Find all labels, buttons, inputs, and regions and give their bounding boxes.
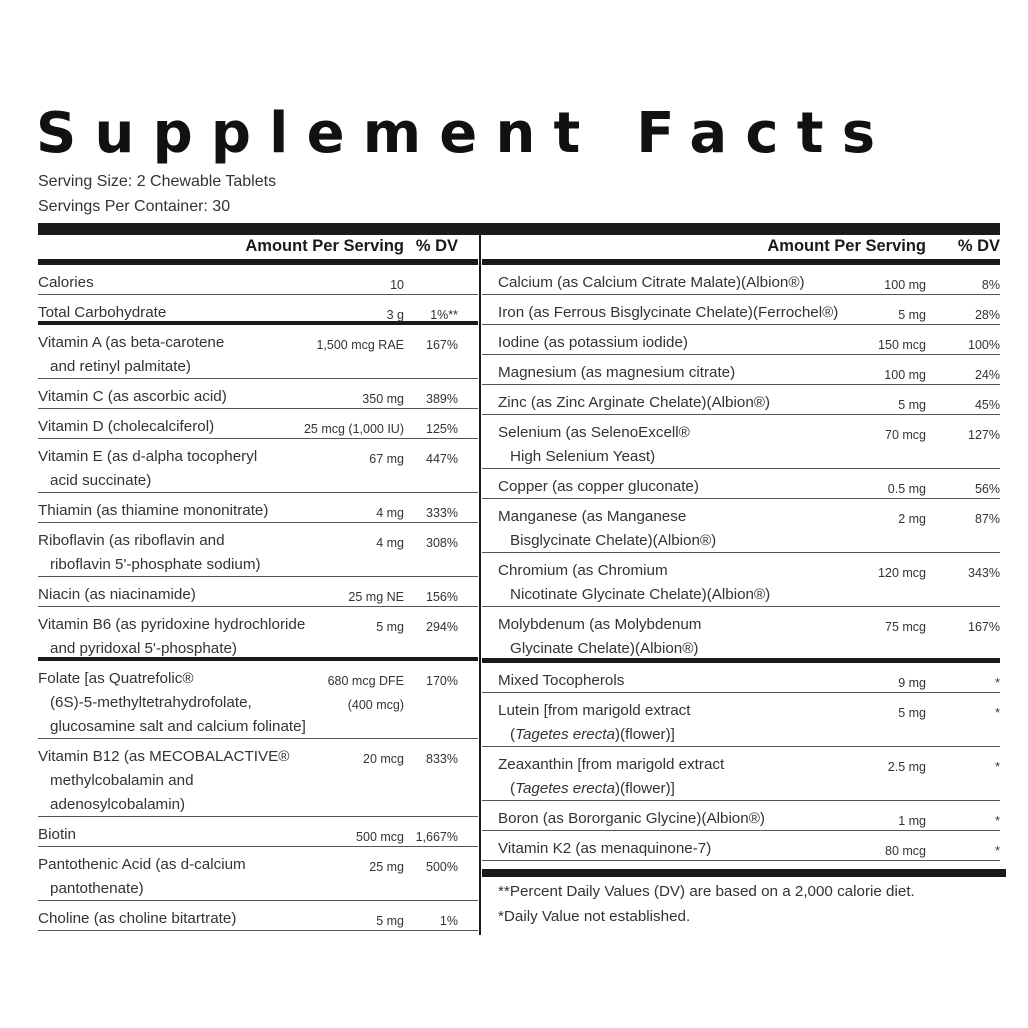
amount-value	[898, 672, 926, 694]
dv-value: 1%**	[430, 308, 458, 322]
nutrient-name-line: Glycinate Chelate)(Albion®)	[510, 640, 699, 657]
amount-line: 2.5 mg	[887, 760, 926, 774]
dv-value: 170%	[426, 674, 458, 688]
nutrient-name	[498, 421, 690, 469]
amount-value	[884, 274, 926, 296]
amount-value	[888, 478, 926, 500]
nutrient-name-line: Biotin	[38, 826, 76, 843]
amount-value	[356, 826, 404, 848]
nutrient-name	[38, 667, 306, 739]
table-row	[38, 817, 478, 847]
dv-value: 500%	[426, 860, 458, 874]
dv-value: 389%	[426, 392, 458, 406]
nutrient-name	[38, 583, 196, 607]
amount-line: 5 mg	[376, 914, 404, 928]
dv-value: *	[995, 706, 1000, 720]
amount-line: 4 mg	[376, 536, 404, 550]
table-row	[482, 355, 1000, 385]
amount-value	[898, 508, 926, 530]
table-row	[38, 439, 478, 493]
nutrient-name-line: Thiamin (as thiamine mononitrate)	[38, 502, 269, 519]
dv-value: 308%	[426, 536, 458, 550]
table-row	[482, 499, 1000, 553]
nutrient-name-line: Riboflavin (as riboflavin and	[38, 532, 225, 549]
dv-value: 1,667%	[415, 830, 458, 844]
servings-per-container: Servings Per Container: 30	[38, 198, 231, 215]
amount-value	[387, 304, 404, 326]
dv-value: 28%	[974, 308, 1000, 322]
table-row	[482, 831, 1000, 861]
amount-line: 25 mg NE	[348, 590, 404, 604]
table-row	[482, 385, 1000, 415]
dv-value: 294%	[426, 620, 458, 634]
amount-value	[376, 616, 404, 638]
amount-value	[884, 364, 926, 386]
table-row	[38, 325, 478, 379]
table-row	[482, 607, 1000, 663]
table-row	[482, 295, 1000, 325]
dv-header: % DV	[957, 237, 1000, 255]
nutrient-name	[38, 331, 224, 379]
nutrient-name-line: methylcobalamin and	[50, 772, 194, 789]
bottom-rule	[482, 869, 1006, 877]
table-row	[38, 661, 478, 739]
nutrient-name-line: (6S)-5-methyltetrahydrofolate,	[50, 694, 252, 711]
amount-value	[369, 448, 404, 470]
nutrient-name	[38, 271, 94, 295]
dv-value: 447%	[426, 452, 458, 466]
table-row	[482, 415, 1000, 469]
amount-value	[390, 274, 404, 296]
amount-value	[878, 562, 926, 584]
page-title: Supplement Facts	[36, 101, 894, 166]
right-header	[482, 235, 1000, 259]
dv-value: 156%	[426, 590, 458, 604]
amount-value	[304, 418, 404, 440]
amount-line: 5 mg	[898, 398, 926, 412]
nutrient-name-line: and retinyl palmitate)	[50, 358, 191, 375]
table-row	[38, 295, 478, 325]
nutrient-name	[38, 499, 268, 523]
nutrient-name-line: Zinc (as Zinc Arginate Chelate)(Albion®)	[498, 394, 771, 411]
nutrient-name	[38, 529, 261, 577]
nutrient-name	[498, 505, 716, 553]
nutrient-name	[38, 745, 289, 817]
nutrient-name-line: Vitamin E (as d-alpha tocopheryl	[38, 448, 258, 465]
amount-line: 25 mcg (1,000 IU)	[303, 422, 404, 436]
amount-value	[376, 532, 404, 554]
left-header	[38, 235, 478, 259]
nutrient-name-line: Bisglycinate Chelate)(Albion®)	[510, 532, 717, 549]
amount-line: 70 mcg	[885, 428, 926, 442]
nutrient-name-line: Vitamin C (as ascorbic acid)	[38, 388, 227, 405]
dv-value: 87%	[974, 512, 1000, 526]
nutrient-name-line: Molybdenum (as Molybdenum	[498, 616, 702, 633]
dv-value: 45%	[974, 398, 1000, 412]
nutrient-name-line: Manganese (as Manganese	[498, 508, 687, 525]
nutrient-name	[498, 475, 699, 499]
nutrient-name-line: High Selenium Yeast)	[510, 448, 656, 465]
nutrient-name	[498, 753, 724, 801]
nutrient-name	[498, 361, 735, 385]
nutrient-name	[498, 331, 688, 355]
dv-value: 127%	[968, 428, 1000, 442]
nutrient-name	[498, 271, 805, 295]
top-rule	[38, 223, 1000, 235]
amount-value	[376, 910, 404, 932]
amount-value	[328, 670, 404, 716]
dv-value: *	[995, 844, 1000, 858]
nutrient-name-line: Total Carbohydrate	[38, 304, 167, 321]
nutrient-name-line: Vitamin B6 (as pyridoxine hydrochloride	[38, 616, 306, 633]
left-column	[38, 235, 478, 931]
dv-value: 24%	[974, 368, 1000, 382]
amount-header: Amount Per Serving	[245, 237, 404, 255]
amount-value	[885, 424, 926, 446]
table-row	[482, 265, 1000, 295]
nutrient-name	[38, 301, 166, 325]
dv-value: 167%	[426, 338, 458, 352]
dv-value: *	[995, 760, 1000, 774]
dv-header: % DV	[415, 237, 458, 255]
amount-line: 0.5 mg	[887, 482, 926, 496]
dv-value: 833%	[426, 752, 458, 766]
dv-value: 333%	[426, 506, 458, 520]
nutrient-name-line: Vitamin B12 (as MECOBALACTIVE®	[38, 748, 290, 765]
amount-value	[348, 586, 404, 608]
amount-value	[898, 810, 926, 832]
table-row	[38, 493, 478, 523]
nutrient-name	[38, 907, 236, 931]
table-row	[38, 379, 478, 409]
nutrient-name-line: Mixed Tocopherols	[498, 672, 625, 689]
column-divider	[479, 235, 481, 935]
table-row	[482, 553, 1000, 607]
amount-value	[888, 756, 926, 778]
nutrient-name-line: Selenium (as SelenoExcell®	[498, 424, 690, 441]
table-row	[482, 469, 1000, 499]
nutrient-name-line: Copper (as copper gluconate)	[498, 478, 699, 495]
nutrient-name-line: Vitamin K2 (as menaquinone-7)	[498, 840, 712, 857]
nutrient-name-line: (Tagetes erecta)(flower)]	[510, 726, 675, 743]
amount-line: 20 mcg	[363, 752, 404, 766]
nutrient-name-line: Chromium (as Chromium	[498, 562, 668, 579]
amount-value	[316, 334, 404, 356]
nutrient-name-line: Lutein [from marigold extract	[498, 702, 691, 719]
dv-value: *	[995, 676, 1000, 690]
table-row	[38, 847, 478, 901]
table-row	[482, 801, 1000, 831]
table-row	[38, 577, 478, 607]
amount-value	[898, 394, 926, 416]
dv-value: 56%	[974, 482, 1000, 496]
nutrient-name-line: pantothenate)	[50, 880, 144, 897]
dv-value: 343%	[968, 566, 1000, 580]
amount-line: 3 g	[386, 308, 404, 322]
amount-value	[885, 616, 926, 638]
nutrient-name-line: glucosamine salt and calcium folinate]	[50, 718, 306, 735]
amount-line: 25 mg	[369, 860, 404, 874]
nutrient-name	[38, 415, 214, 439]
table-row	[38, 739, 478, 817]
nutrient-name-line: Magnesium (as magnesium citrate)	[498, 364, 736, 381]
nutrient-name-line: Vitamin A (as beta-carotene	[38, 334, 225, 351]
amount-line: 2 mg	[898, 512, 926, 526]
nutrient-name-line: Calories	[38, 274, 94, 291]
nutrient-name	[498, 613, 701, 661]
nutrient-name-line: Nicotinate Glycinate Chelate)(Albion®)	[510, 586, 771, 603]
amount-line: 100 mg	[884, 278, 926, 292]
amount-line: 80 mcg	[885, 844, 926, 858]
amount-line: 680 mcg DFE	[327, 674, 404, 688]
nutrient-name	[498, 391, 770, 415]
nutrient-name-line: Pantothenic Acid (as d-calcium	[38, 856, 246, 873]
nutrient-name-line: acid succinate)	[50, 472, 152, 489]
table-row	[38, 607, 478, 661]
dv-value: 8%	[981, 278, 1000, 292]
dv-value: 167%	[968, 620, 1000, 634]
amount-value	[898, 702, 926, 724]
dv-value: 100%	[968, 338, 1000, 352]
nutrient-name-line: Folate [as Quatrefolic®	[38, 670, 194, 687]
amount-line: 1 mg	[898, 814, 926, 828]
amount-line: 350 mg	[362, 392, 404, 406]
amount-value	[369, 856, 404, 878]
amount-value	[362, 388, 404, 410]
table-row	[38, 265, 478, 295]
nutrient-name	[498, 301, 838, 325]
right-column	[482, 235, 1000, 861]
nutrient-name-line: riboflavin 5'-phosphate sodium)	[50, 556, 261, 573]
dv-value: *	[995, 814, 1000, 828]
table-row	[482, 693, 1000, 747]
nutrient-name-line: Zeaxanthin [from marigold extract	[498, 756, 725, 773]
amount-value	[363, 748, 404, 770]
nutrient-name	[38, 445, 257, 493]
footnote-dv: **Percent Daily Values (DV) are based on a 2,000 calorie diet.	[498, 883, 915, 900]
table-row	[482, 747, 1000, 801]
nutrient-name-line: Calcium (as Calcium Citrate Malate)(Albion®)	[498, 274, 805, 291]
amount-value	[376, 502, 404, 524]
amount-line: 75 mcg	[885, 620, 926, 634]
table-row	[482, 325, 1000, 355]
amount-line: 10	[390, 278, 404, 292]
amount-line: 100 mg	[884, 368, 926, 382]
nutrient-name	[498, 807, 765, 831]
amount-line: 5 mg	[376, 620, 404, 634]
table-row	[38, 523, 478, 577]
nutrient-name-line: (Tagetes erecta)(flower)]	[510, 780, 675, 797]
nutrient-name	[38, 385, 227, 409]
dv-value: 125%	[426, 422, 458, 436]
amount-value	[878, 334, 926, 356]
nutrient-name-line: and pyridoxal 5'-phosphate)	[50, 640, 237, 657]
amount-line: (400 mcg)	[347, 698, 404, 712]
nutrient-name	[498, 699, 690, 747]
amount-line: 5 mg	[898, 706, 926, 720]
nutrient-name	[38, 853, 246, 901]
amount-line: 4 mg	[376, 506, 404, 520]
table-row	[482, 663, 1000, 693]
serving-size: Serving Size: 2 Chewable Tablets	[38, 173, 277, 190]
nutrient-name	[498, 559, 770, 607]
amount-line: 5 mg	[898, 308, 926, 322]
nutrient-name	[498, 669, 624, 693]
nutrient-name	[38, 823, 76, 847]
nutrient-name-line: Niacin (as niacinamide)	[38, 586, 196, 603]
table-row	[38, 901, 478, 931]
nutrient-name-line: Boron (as Bororganic Glycine)(Albion®)	[498, 810, 765, 827]
amount-value	[885, 840, 926, 862]
amount-header: Amount Per Serving	[767, 237, 926, 255]
nutrient-name-line: Iodine (as potassium iodide)	[498, 334, 688, 351]
amount-line: 9 mg	[898, 676, 926, 690]
nutrient-name-line: Vitamin D (cholecalciferol)	[38, 418, 215, 435]
amount-line: 120 mcg	[878, 566, 926, 580]
nutrient-name	[38, 613, 305, 661]
amount-value	[898, 304, 926, 326]
nutrient-name-line: Choline (as choline bitartrate)	[38, 910, 237, 927]
amount-line: 67 mg	[369, 452, 404, 466]
nutrient-name-line: Iron (as Ferrous Bisglycinate Chelate)(Ferrochel®)	[498, 304, 839, 321]
nutrient-name	[498, 837, 711, 861]
amount-line: 150 mcg	[878, 338, 926, 352]
footnote-not-established: *Daily Value not established.	[498, 908, 691, 925]
nutrient-name-line: adenosylcobalamin)	[50, 796, 186, 813]
amount-line: 500 mcg	[356, 830, 404, 844]
amount-line: 1,500 mcg RAE	[316, 338, 404, 352]
dv-value: 1%	[439, 914, 458, 928]
table-row	[38, 409, 478, 439]
